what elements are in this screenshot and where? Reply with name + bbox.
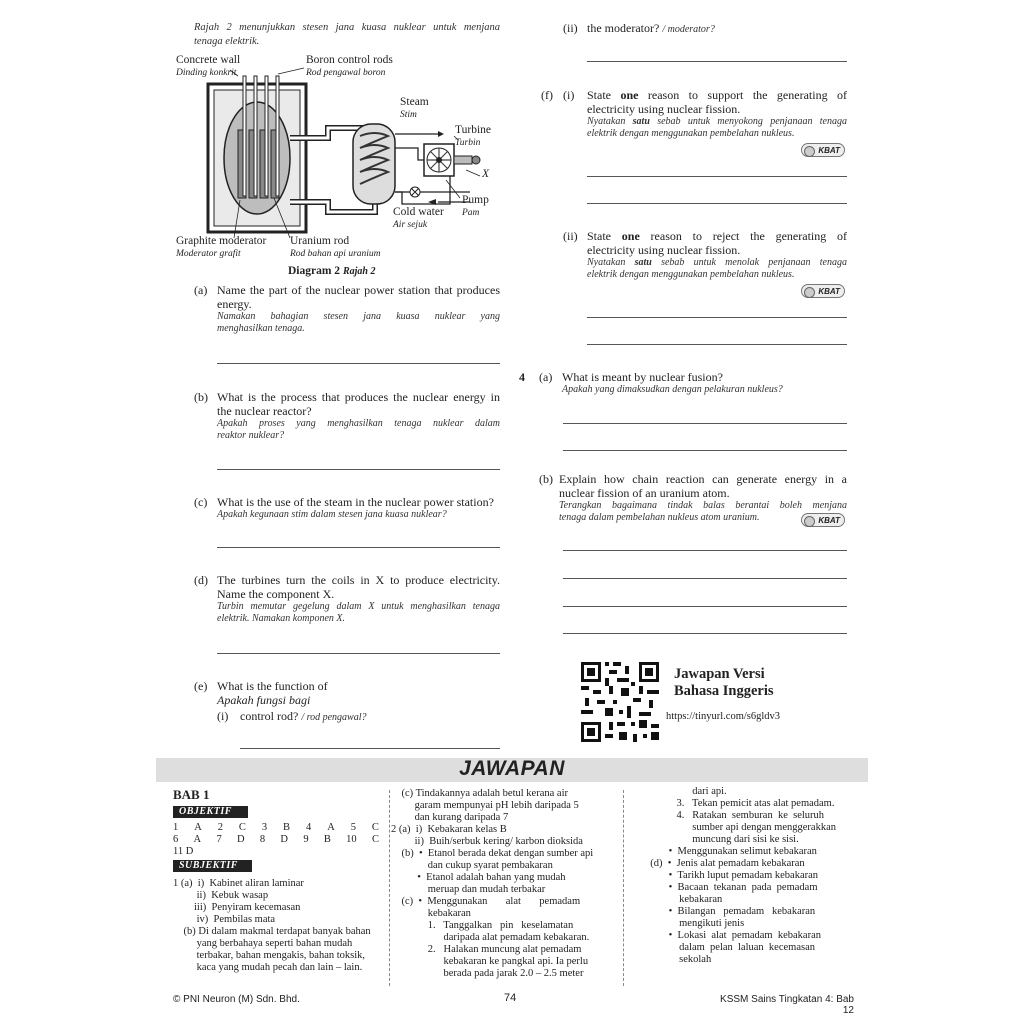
label-boron-rods: Boron control rods [306, 54, 393, 66]
answer-line: kebakaran ke pangkal api. Ia perlu [391, 956, 589, 967]
q4b-answer-line-4[interactable] [563, 633, 847, 634]
answer-line: (b) • Etanol berada dekat dengan sumber api [391, 848, 594, 859]
objektif-cell: B [283, 822, 291, 833]
objektif-cell: 2 [217, 822, 223, 833]
answer-line: 2 (a) i) Kebakaran kelas B [391, 824, 507, 835]
label-uranium: Uranium rod [290, 235, 350, 247]
answer-line: sumber api dengan menggerakkan [645, 822, 836, 833]
q3fii-text: State one reason to reject the generating of electricity using nuclear fission. Nyatakan satu sebab untuk menolak penjanaan tenaga elektrik dengan menggunakan pembelahan nukleus. [587, 229, 848, 280]
label-turbine-ms: Turbin [455, 138, 481, 148]
answer-line: sekolah [645, 954, 712, 965]
objektif-row [173, 834, 379, 846]
answer-line: kaca yang mudah pecah dan lain – lain. [173, 962, 363, 973]
kbat-badge: KBAT [801, 143, 845, 157]
answer-line: • Menggunakan selimut kebakaran [645, 846, 817, 857]
objektif-cell: A [194, 822, 202, 833]
answer-line: (b) Di dalam makmal terdapat banyak bahan [173, 926, 371, 937]
label-pump-ms: Pam [462, 208, 480, 218]
answer-line: 4. Ratakan semburan ke seluruh [645, 810, 825, 821]
q4b-text: Explain how chain reaction can generate energy in a nuclear fission of an uranium atom. Terangkan bagaimana tindak balas berantai boleh menjana tenaga dalam pembelahan nukleus atom uranium. [559, 472, 847, 523]
objektif-cell: C [371, 834, 379, 845]
q3a-text: Name the part of the nuclear power station that produces energy. Namakan bahagian stesen jana kuasa nuklear yang menghasilkan tenaga. [217, 283, 500, 334]
objektif-cell: C [238, 822, 246, 833]
answer-line: ii) Kebuk wasap [173, 890, 269, 901]
q4a-label: (a) [539, 370, 553, 384]
answer-line: 1. Tanggalkan pin keselamatan [391, 920, 574, 931]
objektif-row: 11 D [173, 846, 194, 857]
answer-line: 2. Halakan muncung alat pemadam [391, 944, 582, 955]
objektif-cell: 3 [261, 822, 268, 833]
q4b-answer-line-2[interactable] [563, 578, 847, 579]
q4a-text: What is meant by nuclear fusion? Apakah yang dimaksudkan dengan pelakuran nukleus? [562, 370, 783, 395]
answer-line: yang berbahaya seperti bahan mudah [173, 938, 353, 949]
answer-line: (c) • Menggunakan alat pemadam [391, 896, 581, 907]
answer-line: 1 (a) i) Kabinet aliran laminar [173, 878, 304, 889]
page-number: 74 [504, 992, 517, 1004]
column-divider [623, 790, 624, 986]
objektif-cell: A [193, 834, 202, 845]
q3fii-label: (ii) [563, 229, 578, 243]
label-graphite-ms: Moderator grafit [176, 249, 241, 259]
label-steam: Steam [400, 96, 429, 108]
q4b-answer-line-1[interactable] [563, 550, 847, 551]
q3d-text: The turbines turn the coils in X to produce electricity. Name the component X. Turbin memutar gegelung dalam X untuk menghasilkan tenaga elektrik. Namakan komponen X. [217, 573, 500, 624]
answer-line: berada pada jarak 2.0 – 2.5 meter [391, 968, 584, 979]
qr-title: Jawapan Versi Bahasa Inggeris [674, 666, 774, 699]
q3fi-label: (i) [563, 88, 575, 102]
answer-line: dalam pelan laluan kecemasan [645, 942, 815, 953]
q3d-answer-line[interactable] [217, 653, 500, 654]
q3d-label: (d) [194, 573, 208, 587]
answer-line: iv) Pembilas mata [173, 914, 276, 925]
q3eii-text: the moderator? / moderator? [587, 21, 715, 35]
column-divider [389, 790, 390, 986]
objektif-cell: C [371, 822, 379, 833]
answer-line: (d) • Jenis alat pemadam kebakaran [645, 858, 805, 869]
answer-line: dan cukup syarat pembakaran [391, 860, 553, 871]
answer-line: 3. Tekan pemicit atas alat pemadam. [645, 798, 835, 809]
q3fi-answer-line-1[interactable] [587, 176, 847, 177]
objektif-cell: 7 [216, 834, 222, 845]
label-concrete-wall: Concrete wall [176, 54, 241, 66]
answer-line: mengikuti jenis [645, 918, 745, 929]
q3ei-answer-line[interactable] [240, 748, 500, 749]
objektif-grid [173, 822, 379, 858]
objektif-row [173, 822, 379, 834]
q4-number: 4 [519, 370, 525, 384]
answer-line: garam mempunyai pH lebih daripada 5 [391, 800, 579, 811]
diagram-caption: Diagram 2 Rajah 2 [288, 265, 376, 277]
answer-line: kebakaran [645, 894, 723, 905]
q3e-text: What is the function of Apakah fungsi bagi [217, 679, 328, 707]
q3a-answer-line[interactable] [217, 363, 500, 364]
answer-line: kebakaran [391, 908, 471, 919]
label-cold-water-ms: Air sejuk [393, 220, 428, 230]
objektif-cell: D [280, 834, 289, 845]
q4b-label: (b) [539, 472, 553, 486]
answer-line: • Tarikh luput pemadam kebakaran [645, 870, 819, 881]
label-pump: Pump [462, 194, 489, 206]
answer-line: meruap dan mudah terbakar [391, 884, 546, 895]
label-turbine: Turbine [455, 124, 491, 136]
objektif-header: OBJEKTIF [173, 806, 248, 818]
label-steam-ms: Stim [400, 110, 417, 120]
label-cold-water: Cold water [393, 206, 444, 218]
label-concrete-wall-ms: Dinding konkrit [176, 68, 237, 78]
subjektif-header: SUBJEKTIF [173, 860, 252, 872]
kbat-badge: KBAT [801, 284, 845, 298]
answer-line: (c) Tindakannya adalah betul kerana air [391, 788, 568, 799]
q4a-answer-line-2[interactable] [563, 450, 847, 451]
label-graphite: Graphite moderator [176, 235, 267, 247]
qr-url[interactable]: https://tinyurl.com/s6gldv3 [666, 711, 781, 722]
answer-line: iii) Penyiram kecemasan [173, 902, 301, 913]
q3b-label: (b) [194, 390, 208, 404]
objektif-cell: 6 [173, 834, 179, 845]
q3eii-label: (ii) [563, 21, 578, 35]
objektif-cell: 8 [259, 834, 266, 845]
answer-line: ii) Buih/serbuk kering/ karbon dioksida [391, 836, 583, 847]
label-uranium-ms: Rod bahan api uranium [290, 249, 381, 259]
q3eii-answer-line[interactable] [587, 61, 847, 62]
answers-col-1 [173, 878, 388, 974]
q3b-text: What is the process that produces the nuclear energy in the nuclear reactor? Apakah proses yang menghasilkan tenaga nuklear dalam reaktor nuklear? [217, 390, 500, 441]
qr-code[interactable] [579, 660, 661, 744]
q3fii-answer-line-2[interactable] [587, 344, 847, 345]
q3f-label: (f) [541, 88, 553, 102]
answer-line: • Bilangan pemadam kebakaran [645, 906, 816, 917]
label-x: X [482, 168, 490, 180]
answer-line: • Etanol adalah bahan yang mudah [391, 872, 566, 883]
answer-line: • Bacaan tekanan pada pemadam [645, 882, 818, 893]
footer-copyright: © PNI Neuron (M) Sdn. Bhd. [173, 994, 300, 1005]
answer-line: • Lokasi alat pemadam kebakaran [645, 930, 821, 941]
objektif-cell: A [327, 822, 335, 833]
objektif-cell: 5 [350, 822, 356, 833]
objektif-cell: 10 [346, 834, 357, 845]
q3ei-label: (i) [217, 709, 229, 723]
q3c-answer-line[interactable] [217, 547, 500, 548]
answer-line: dari api. [645, 786, 727, 797]
objektif-cell: B [323, 834, 331, 845]
objektif-cell: 4 [306, 822, 312, 833]
answer-line: terbakar, bahan mengakis, bahan toksik, [173, 950, 366, 961]
label-boron-rods-ms: Rod pengawal boron [306, 68, 386, 78]
q3b-answer-line[interactable] [217, 469, 500, 470]
q3c-label: (c) [194, 495, 208, 509]
answer-line: muncung dari sisi ke sisi. [645, 834, 799, 845]
q3ei-text: control rod? / rod pengawal? [240, 709, 367, 723]
kbat-badge: KBAT [801, 513, 845, 527]
nuclear-power-station-diagram [170, 52, 510, 282]
q4b-answer-line-3[interactable] [563, 606, 847, 607]
bab-title: BAB 1 [173, 787, 210, 802]
q3a-label: (a) [194, 283, 208, 297]
objektif-cell: D [236, 834, 245, 845]
q3fii-answer-line-1[interactable] [587, 317, 847, 318]
q3fi-text: State one reason to support the generating of electricity using nuclear fission. Nyatakan satu sebab untuk menyokong penjanaan tenaga elektrik dengan menggunakan pembelahan nukleus. [587, 88, 848, 139]
q4a-answer-line-1[interactable] [563, 423, 847, 424]
q3e-label: (e) [194, 679, 208, 693]
objektif-cell: 1 [173, 822, 179, 833]
footer-book-title: KSSM Sains Tingkatan 4: Bab 12 [720, 994, 854, 1016]
answers-col-2 [391, 788, 621, 980]
q3c-text: What is the use of the steam in the nuclear power station? Apakah kegunaan stim dalam stesen jana kuasa nuklear? [217, 495, 494, 520]
answers-banner-title: JAWAPAN [459, 757, 565, 780]
objektif-cell: 9 [303, 834, 309, 845]
intro-text: Rajah 2 menunjukkan stesen jana kuasa nuklear untuk menjana tenaga elektrik. [194, 22, 500, 47]
answers-col-3 [645, 786, 855, 966]
q3fi-answer-line-2[interactable] [587, 203, 847, 204]
answer-line: daripada alat pemadam kebakaran. [391, 932, 590, 943]
answer-line: dan kurang daripada 7 [391, 812, 509, 823]
